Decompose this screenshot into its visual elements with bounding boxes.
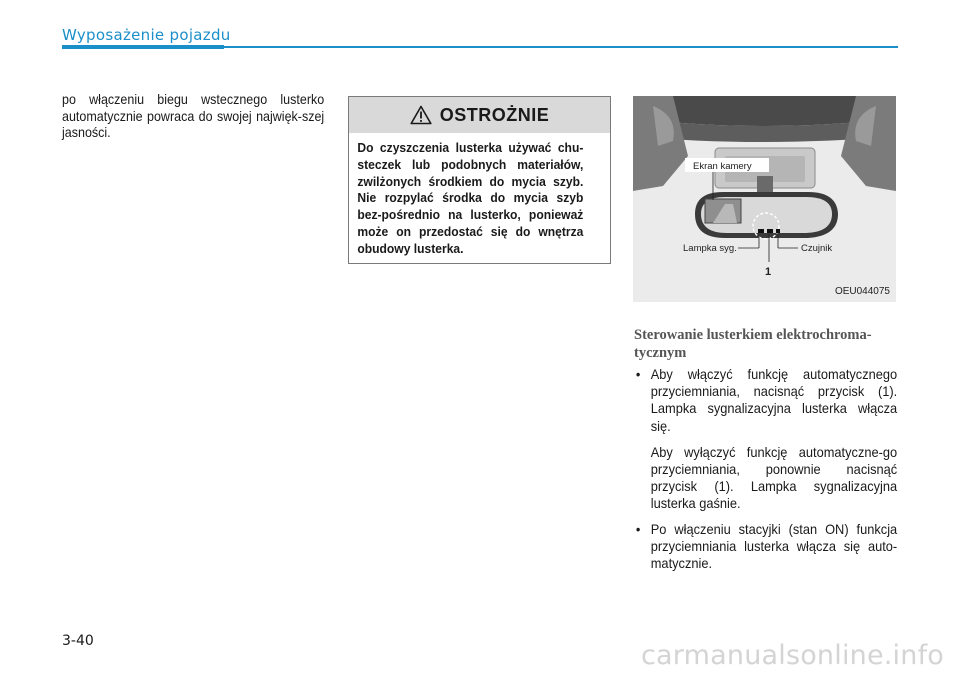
bullet-marker: • xyxy=(635,367,641,382)
list-item xyxy=(634,521,897,573)
intro-paragraph: po włączeniu biegu wstecznego lusterko automatycznie powraca do swojej najwięk-szej jasności. xyxy=(62,92,325,141)
caution-box xyxy=(348,96,611,264)
list-item-text: Aby wyłączyć funkcję automatyczne-go przyciemniania, ponownie nacisnąć przycisk (1). Lampka sygnalizacyjna lusterka gaśnie. xyxy=(650,444,898,512)
mirror-drawing xyxy=(633,96,896,302)
caution-header xyxy=(349,97,610,133)
indicator-lamp-label: Lampka syg. xyxy=(683,243,737,254)
instruction-list xyxy=(634,366,897,580)
bullet-marker: • xyxy=(635,521,641,537)
caution-text: Do czyszczenia lusterka używać chu-steczek lub podobnych materiałów, zwilżonych środkiem do mycia szyb. Nie rozpylać środka do mycia szyb bez-pośrednio na lusterko, ponieważ może on przedostać się do wnętrza obudowy lusterka. xyxy=(357,140,584,256)
section-title: Sterowanie lusterkiem elektrochroma-tycznym xyxy=(634,327,872,361)
sensor-label: Czujnik xyxy=(801,243,833,254)
caution-title: OSTROŻNIE xyxy=(439,104,550,125)
list-item xyxy=(634,366,897,513)
watermark: carmanualsonline.info xyxy=(641,640,944,671)
section-header: Wyposażenie pojazdu xyxy=(62,26,231,44)
warning-triangle-icon xyxy=(410,105,432,125)
list-item-text: Po włączeniu stacyjki (stan ON) funkcja przyciemniania lusterka włącza się auto-matycznie. xyxy=(650,521,898,572)
camera-screen-label: Ekran kamery xyxy=(693,161,752,172)
mirror-illustration xyxy=(633,96,896,302)
figure-code: OEU044075 xyxy=(834,286,890,297)
list-item-text: Aby włączyć funkcję automatycznego przyciemniania, nacisnąć przycisk (1). Lampka sygnalizacyjna lusterka włącza się. xyxy=(650,367,898,434)
page-number: 3-40 xyxy=(62,633,94,649)
button-number-label: 1 xyxy=(765,266,772,278)
header-rule-accent xyxy=(62,45,224,49)
